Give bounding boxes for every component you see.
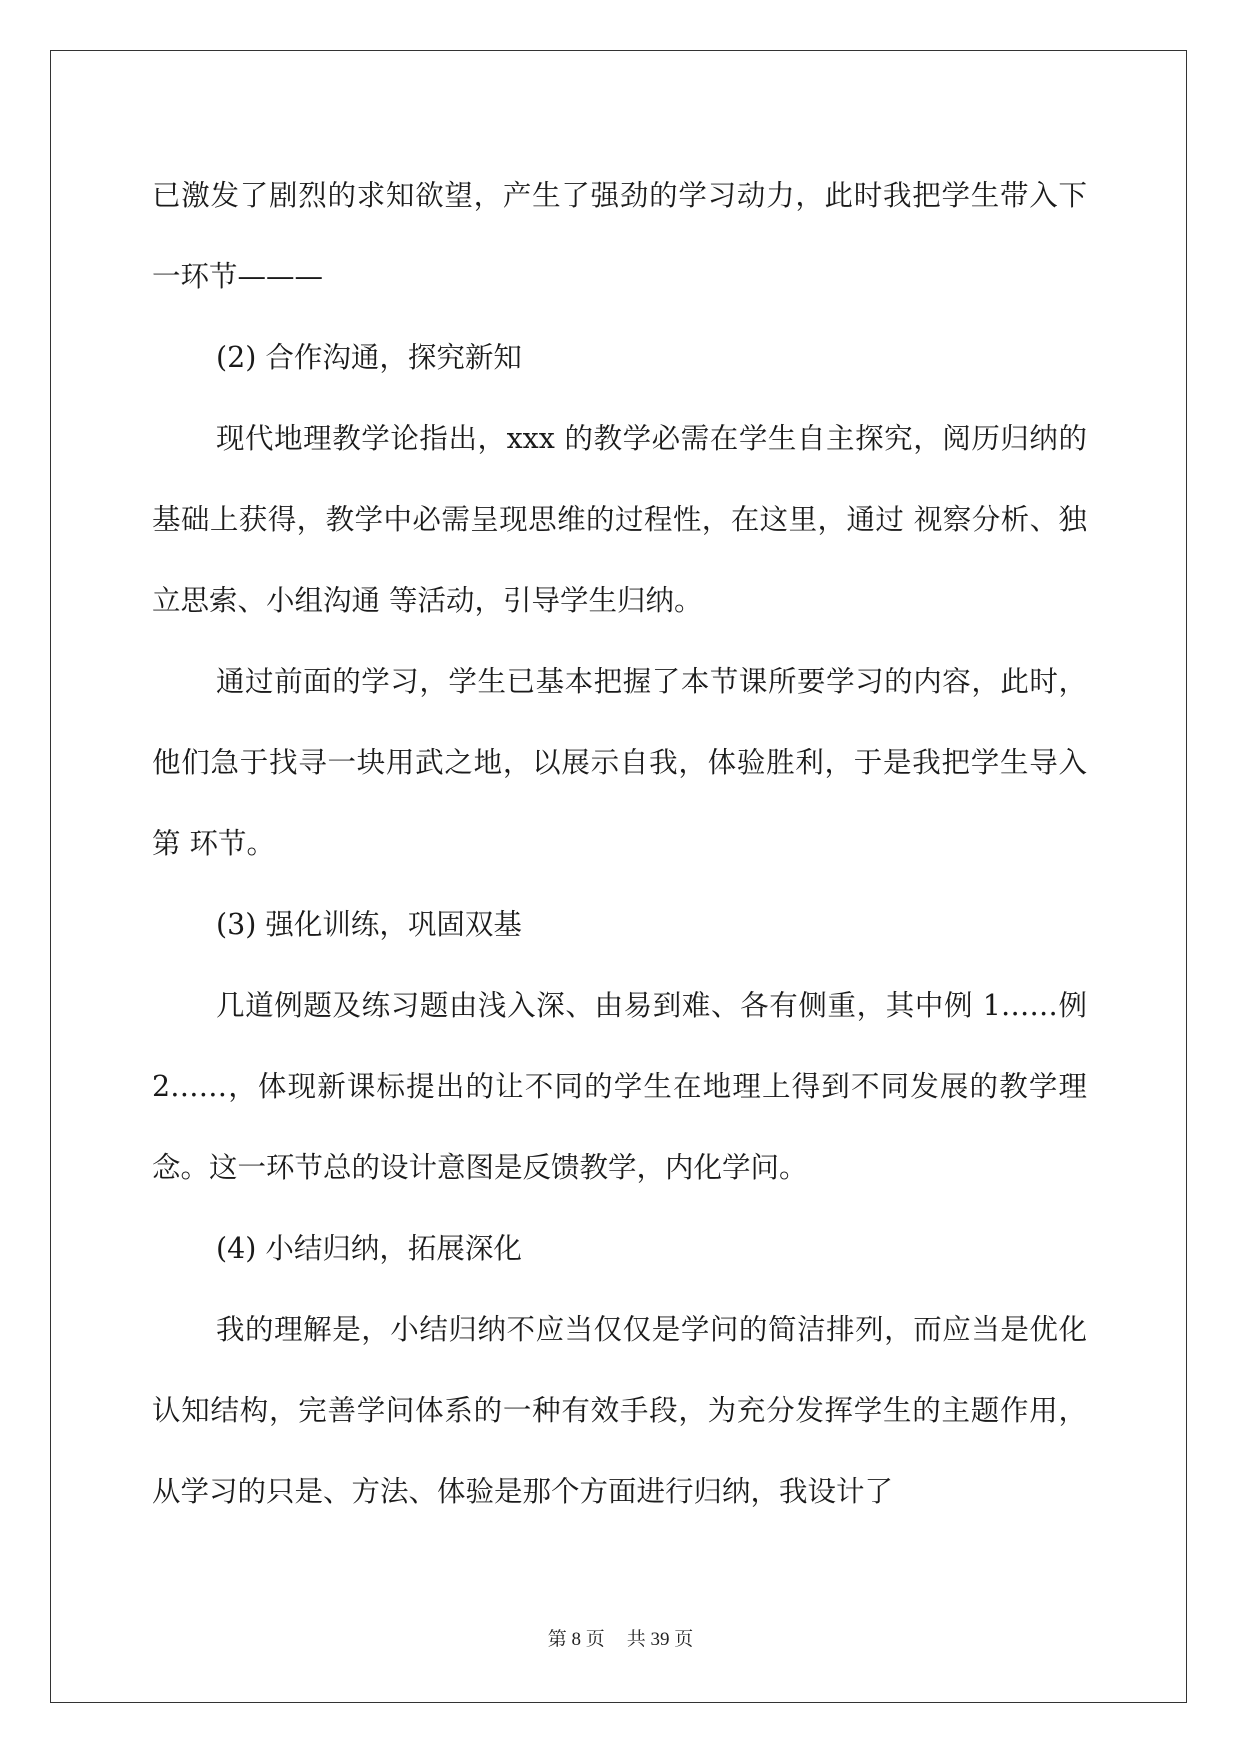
paragraph: 通过前面的学习，学生已基本把握了本节课所要学习的内容，此时，他们急于找寻一块用武之地，以展示自我，体验胜利，于是我把学生导入第 环节。 <box>152 665 1087 860</box>
page-total: 共 39 页 <box>626 1629 694 1650</box>
paragraph-continuation: 已激发了剧烈的求知欲望，产生了强劲的学习动力，此时我把学生带入下一环节——— <box>152 179 1087 293</box>
document-body <box>152 155 1087 1532</box>
paragraph: 几道例题及练习题由浅入深、由易到难、各有侧重，其中例 1……例 2……，体现新课标提出的让不同的学生在地理上得到不同发展的教学理念。这一环节总的设计意图是反馈教学，内化学问。 <box>152 989 1087 1184</box>
paragraph: 我的理解是，小结归纳不应当仅仅是学问的简洁排列，而应当是优化认知结构，完善学问体系的一种有效手段，为充分发挥学生的主题作用，从学习的只是、方法、体验是那个方面进行归纳，我设计了 <box>152 1313 1087 1508</box>
section-heading-3: (3) 强化训练，巩固双基 <box>216 908 522 941</box>
section-heading-4: (4) 小结归纳，拓展深化 <box>216 1232 522 1265</box>
page-footer <box>0 1624 1241 1651</box>
page-number: 第 8 页 <box>547 1629 605 1650</box>
paragraph: 现代地理教学论指出，xxx 的教学必需在学生自主探究，阅历归纳的基础上获得，教学中必需呈现思维的过程性，在这里，通过 视察分析、独立思索、小组沟通 等活动，引导学生归纳。 <box>152 422 1087 617</box>
section-heading-2: (2) 合作沟通，探究新知 <box>216 341 522 374</box>
